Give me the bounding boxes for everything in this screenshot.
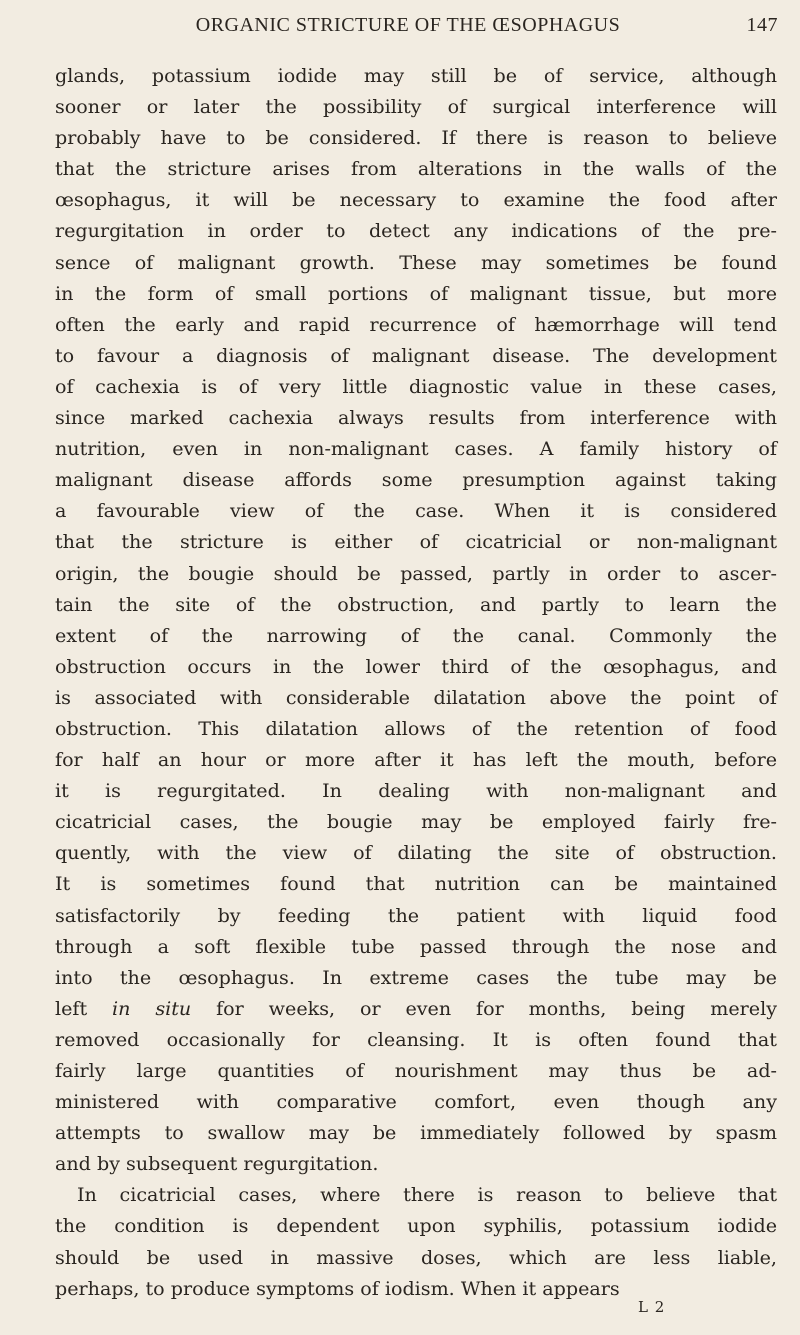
text-line: through a soft flexible tube passed through the nose and [55,934,777,958]
text-line: sooner or later the possibility of surgical interference will [55,95,777,119]
text-line: left in situ for weeks, or even for months, being merely [55,996,777,1020]
text-line: to favour a diagnosis of malignant disease. The development [55,343,777,367]
text-line: the condition is dependent upon syphilis, potassium iodide [55,1214,777,1238]
text-line: into the œsophagus. In extreme cases the tube may be [55,965,777,989]
text-line: In cicatricial cases, where there is reason to believe that [77,1183,777,1207]
text-line: attempts to swallow may be immediately followed by spasm [55,1121,777,1145]
text-line: it is regurgitated. In dealing with non-malignant and [55,779,777,803]
text-line: cicatricial cases, the bougie may be employed fairly fre- [55,810,777,834]
text-line: quently, with the view of dilating the site of obstruction. [55,841,777,865]
text-line: perhaps, to produce symptoms of iodism. When it appears [55,1276,620,1300]
paragraph [55,60,777,1179]
text-line: for half an hour or more after it has left the mouth, before [55,748,777,772]
running-header [38,14,778,44]
text-line: and by subsequent regurgitation. [55,1152,379,1176]
text-line: since marked cachexia always results from interference with [55,406,777,430]
text-line: should be used in massive doses, which are less liable, [55,1245,777,1269]
text-line: probably have to be considered. If there is reason to believe [55,126,777,150]
signature-mark: L 2 [638,1298,666,1316]
text-line: tain the site of the obstruction, and partly to learn the [55,592,777,616]
text-line: regurgitation in order to detect any indications of the pre- [55,219,777,243]
running-title: ORGANIC STRICTURE OF THE ŒSOPHAGUS [195,14,621,36]
text-line: a favourable view of the case. When it is considered [55,499,777,523]
text-line: that the stricture is either of cicatricial or non-malignant [55,530,777,554]
text-line: extent of the narrowing of the canal. Commonly the [55,623,777,647]
text-line: often the early and rapid recurrence of hæmorrhage will tend [55,312,777,336]
text-line: is associated with considerable dilatation above the point of [55,685,777,709]
text-line: that the stricture arises from alterations in the walls of the [55,157,777,181]
text-line: obstruction occurs in the lower third of the œsophagus, and [55,654,777,678]
text-line: sence of malignant growth. These may sometimes be found [55,250,777,274]
page-number: 147 [746,14,778,36]
text-line: ministered with comparative comfort, even though any [55,1090,777,1114]
body-text [55,60,777,1304]
text-line: glands, potassium iodide may still be of service, although [55,64,777,87]
text-line: fairly large quantities of nourishment may thus be ad- [55,1059,777,1082]
text-line: nutrition, even in non-malignant cases. A family history of [55,437,777,461]
text-line: It is sometimes found that nutrition can be maintained [55,872,777,896]
paragraph [55,1179,777,1303]
text-line: of cachexia is of very little diagnostic value in these cases, [55,374,777,398]
text-line: malignant disease affords some presumption against taking [55,468,777,492]
text-line: removed occasionally for cleansing. It is often found that [55,1027,777,1051]
text-line: origin, the bougie should be passed, partly in order to ascer- [55,561,777,585]
italic-phrase: in situ [112,996,192,1020]
text-line: satisfactorily by feeding the patient with liquid food [55,903,777,927]
text-line: in the form of small portions of malignant tissue, but more [55,281,777,305]
text-line: obstruction. This dilatation allows of the retention of food [55,716,777,740]
text-line: œsophagus, it will be necessary to examine the food after [55,188,777,212]
